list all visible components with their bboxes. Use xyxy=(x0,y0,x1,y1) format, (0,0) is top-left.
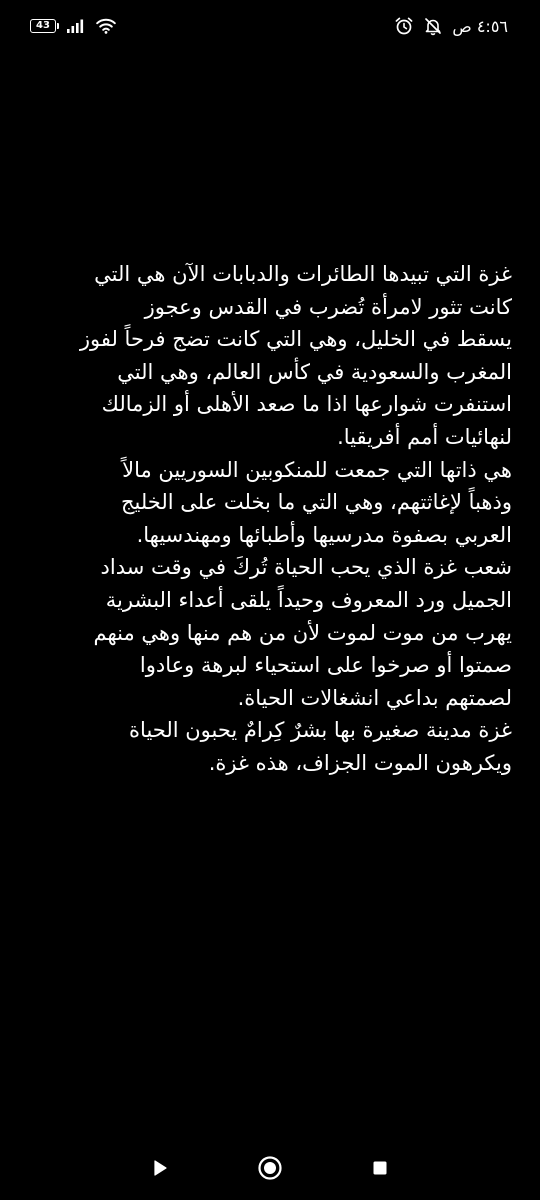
text-line: يسقط في الخليل، وهي التي كانت تضج فرحاً لفوز xyxy=(79,327,512,352)
text-line: هي ذاتها التي جمعت للمنكوبين السوريين مالاً xyxy=(122,457,512,482)
text-line: غزة التي تبيدها الطائرات والدبابات الآن هي التي xyxy=(94,262,512,286)
status-icons-right xyxy=(394,14,508,38)
status-icons-left xyxy=(30,16,116,36)
post-text xyxy=(28,258,512,780)
recents-button[interactable] xyxy=(360,1148,400,1188)
text-line: وذهباً لإغاثتهم، وهي التي ما بخلت على الخليج xyxy=(120,490,512,515)
text-line: استنفرت شوارعها اذا ما صعد الأهلى أو الزمالك xyxy=(101,392,512,417)
signal-icon xyxy=(66,19,86,33)
text-line: يهرب من موت لموت لأن من هم منها وهي منهم xyxy=(93,620,512,645)
navigation-bar xyxy=(0,1126,540,1200)
text-line: الجميل ورد المعروف وحيداً يلقى أعداء البشرية xyxy=(105,587,512,612)
battery-level: 43 xyxy=(36,20,50,31)
text-line: لصمتهم بداعي انشغالات الحياة. xyxy=(237,685,512,710)
text-line: المغرب والسعودية في كأس العالم، وهي التي xyxy=(117,359,512,384)
text-line: شعب غزة الذي يحب الحياة تُركَ في وقت سداد xyxy=(100,555,512,580)
silent-icon xyxy=(423,16,443,36)
text-line: لنهائيات أمم أفريقيا. xyxy=(337,424,512,449)
clock-text: ٤:٥٦ ص xyxy=(452,16,508,36)
status-bar xyxy=(0,0,540,52)
home-button[interactable] xyxy=(250,1148,290,1188)
wifi-icon xyxy=(96,18,116,34)
text-line: غزة مدينة صغيرة بها بشرٌ كِرامٌ يحبون الحياة xyxy=(129,718,512,743)
back-triangle-icon xyxy=(150,1158,170,1178)
home-circle-icon xyxy=(257,1155,283,1181)
alarm-icon xyxy=(394,16,414,36)
text-line: كانت تثور لامرأة تُضرب في القدس وعجوز xyxy=(144,294,512,319)
text-line: ويكرهون الموت الجزاف، هذه غزة. xyxy=(208,750,512,775)
back-button[interactable] xyxy=(140,1148,180,1188)
battery-icon xyxy=(30,19,56,33)
recents-square-icon xyxy=(371,1159,389,1177)
text-line: صمتوا أو صرخوا على استحياء لبرهة وعادوا xyxy=(139,653,512,678)
text-line: العربي بصفوة مدرسيها وأطبائها ومهندسيها. xyxy=(136,522,512,547)
